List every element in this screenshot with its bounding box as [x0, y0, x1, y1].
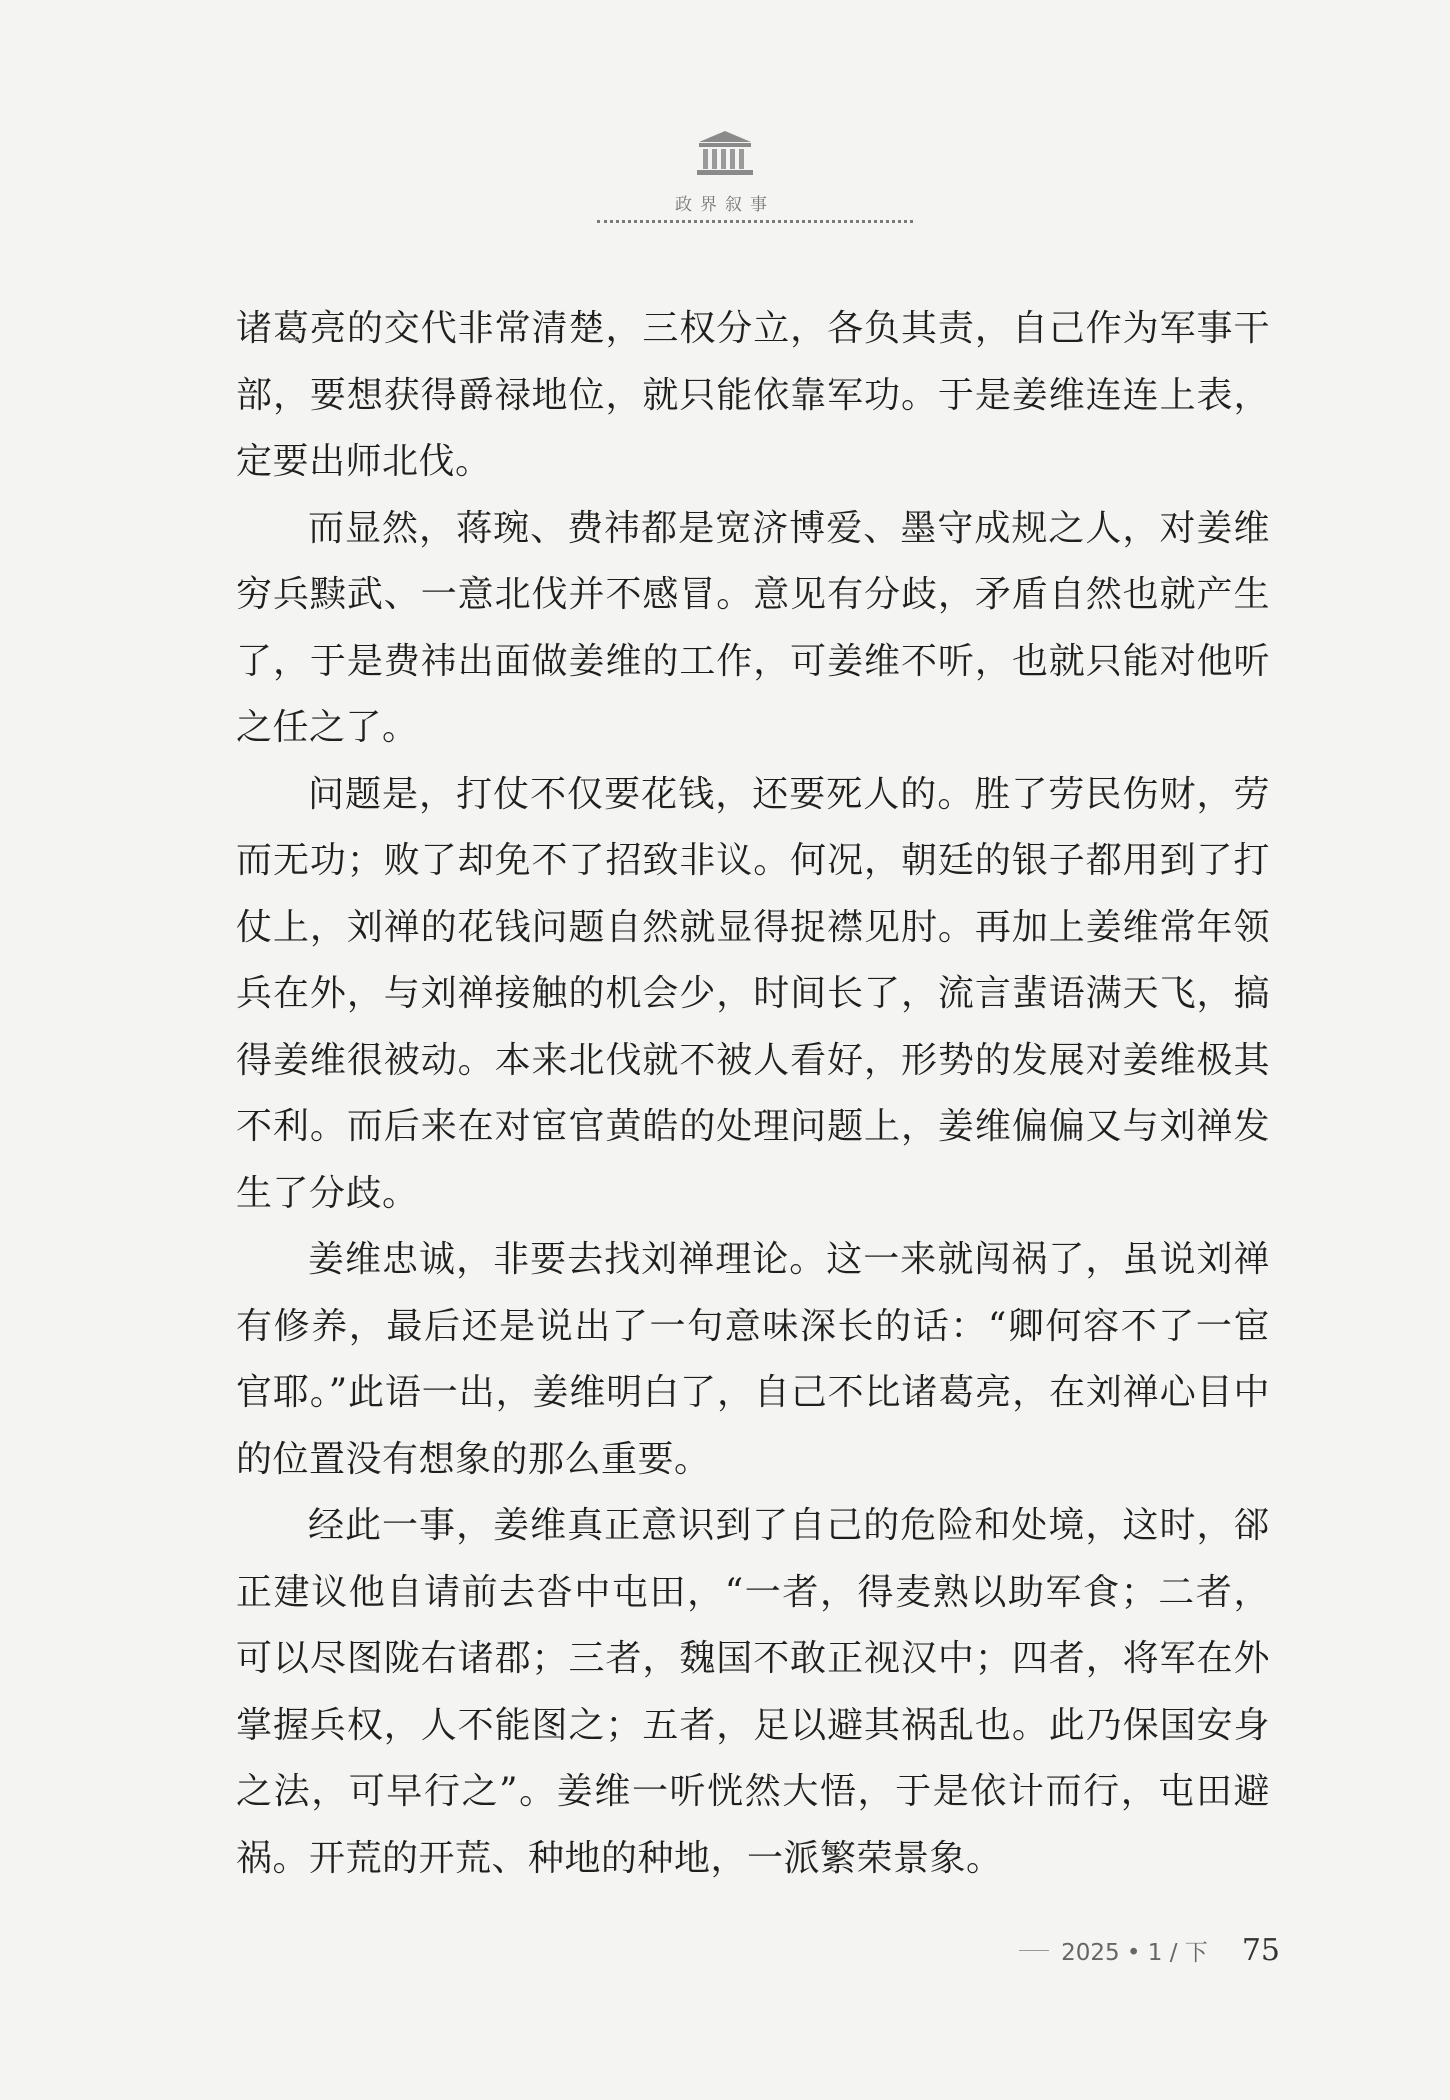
article-body — [236, 296, 1270, 1892]
paragraph-5: 经此一事，姜维真正意识到了自己的危险和处境，这时，郤正建议他自请前去沓中屯田，“一者，得麦熟以助军食；二者，可以尽图陇右诸郡；三者，魏国不敢正视汉中；四者，将军在外掌握兵权，人不能图之；五者，足以避其祸乱也。此乃保国安身之法，可早行之”。姜维一听恍然大悟，于是依计而行，屯田避祸。开荒的开荒、种地的种地，一派繁荣景象。 — [236, 1505, 1270, 1879]
page-number: 75 — [1241, 1932, 1280, 1968]
paragraph-2: 而显然，蒋琬、费祎都是宽济博爱、墨守成规之人，对姜维穷兵黩武、一意北伐并不感冒。意见有分歧，矛盾自然也就产生了，于是费祎出面做姜维的工作，可姜维不听，也就只能对他听之任之了。 — [236, 507, 1270, 748]
building-icon — [695, 128, 755, 178]
paragraph-1: 诸葛亮的交代非常清楚，三权分立，各负其责，自己作为军事干部，要想获得爵禄地位，就只能依靠军功。于是姜维连连上表，定要出师北伐。 — [236, 308, 1270, 482]
page-header — [0, 128, 1450, 228]
header-divider — [597, 220, 913, 223]
page-footer — [1019, 1928, 1280, 1972]
issue-label: 2025 • 1 / 下 — [1061, 1939, 1208, 1966]
paragraph-4: 姜维忠诚，非要去找刘禅理论。这一来就闯祸了，虽说刘禅有修养，最后还是说出了一句意味深长的话：“卿何容不了一宦官耶。”此语一出，姜维明白了，自己不比诸葛亮，在刘禅心目中的位置没有想象的那么重要。 — [236, 1239, 1270, 1480]
paragraph-3: 问题是，打仗不仅要花钱，还要死人的。胜了劳民伤财，劳而无功；败了却免不了招致非议。何况，朝廷的银子都用到了打仗上，刘禅的花钱问题自然就显得捉襟见肘。再加上姜维常年领兵在外，与刘禅接触的机会少，时间长了，流言蜚语满天飞，搞得姜维很被动。本来北伐就不被人看好，形势的发展对姜维极其不利。而后来在对宦官黄皓的处理问题上，姜维偏偏又与刘禅发生了分歧。 — [236, 773, 1270, 1214]
section-name: 政界叙事 — [675, 195, 775, 215]
footer-rule — [1019, 1950, 1049, 1951]
